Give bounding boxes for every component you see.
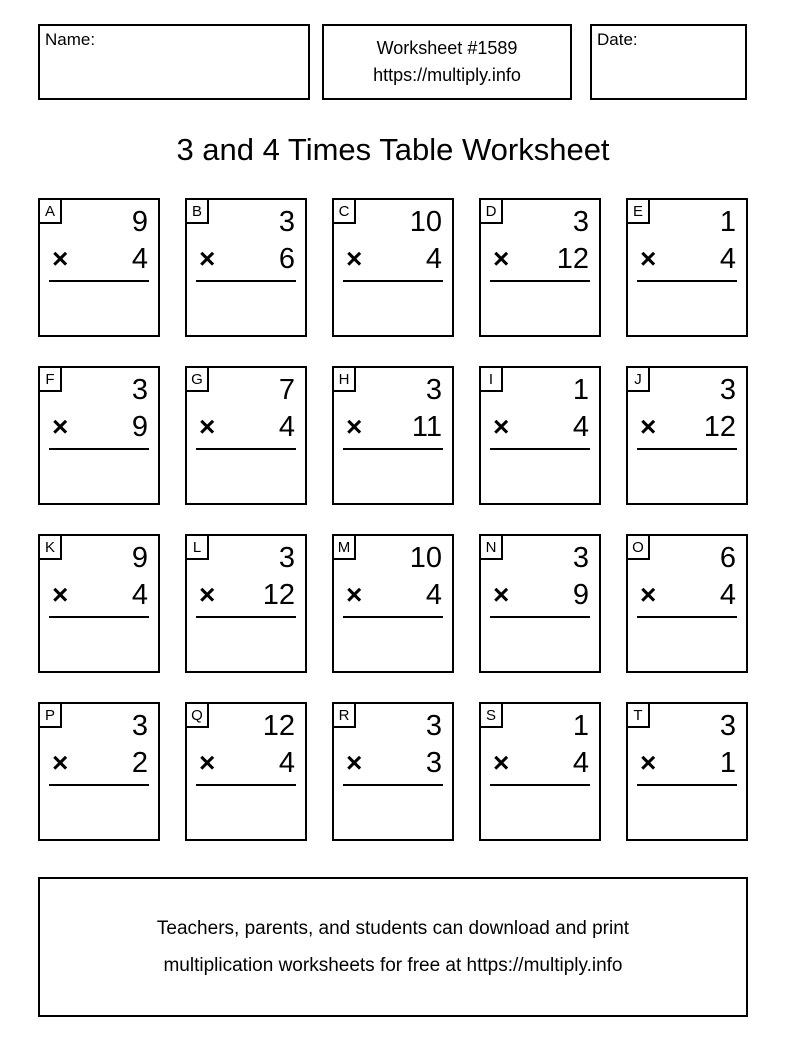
problem-label: M: [332, 534, 356, 560]
multiplier: 4: [131, 243, 148, 275]
worksheet-url: https://multiply.info: [373, 65, 521, 85]
problem-label: N: [479, 534, 503, 560]
multiplier-row: [187, 580, 305, 610]
problem-card-q: [185, 702, 307, 841]
multiplier-row: [334, 244, 452, 274]
date-label: Date:: [597, 30, 638, 49]
answer-space: [481, 282, 599, 322]
multiplicand: 3: [425, 710, 442, 742]
multiplier-row: [628, 580, 746, 610]
multiply-icon: ×: [640, 411, 657, 442]
problems-grid: [38, 198, 786, 841]
problem-label: F: [38, 366, 62, 392]
multiplicand: 6: [719, 542, 736, 574]
multiplicand: 10: [409, 542, 442, 574]
multiply-icon: ×: [199, 411, 216, 442]
multiplicand: 3: [131, 374, 148, 406]
problem-card-e: [626, 198, 748, 337]
multiplier-row: [187, 244, 305, 274]
multiplicand: 1: [572, 710, 589, 742]
multiply-icon: ×: [52, 243, 69, 274]
answer-space: [187, 282, 305, 322]
answer-space: [334, 282, 452, 322]
answer-space: [187, 450, 305, 490]
problem-card-h: [332, 366, 454, 505]
answer-space: [628, 282, 746, 322]
answer-space: [334, 450, 452, 490]
problem-label: O: [626, 534, 650, 560]
problem-card-s: [479, 702, 601, 841]
problem-card-i: [479, 366, 601, 505]
answer-space: [40, 282, 158, 322]
multiplier-row: [187, 412, 305, 442]
multiplier: 9: [131, 411, 148, 443]
multiply-icon: ×: [346, 747, 363, 778]
footer-line-2: multiplication worksheets for free at https://multiply.info: [163, 955, 623, 976]
answer-space: [481, 786, 599, 826]
multiply-icon: ×: [346, 411, 363, 442]
multiply-icon: ×: [52, 747, 69, 778]
multiplier: 11: [411, 411, 442, 443]
problem-label: B: [185, 198, 209, 224]
problem-card-t: [626, 702, 748, 841]
answer-space: [40, 618, 158, 658]
answer-space: [481, 618, 599, 658]
worksheet-info-box: [322, 24, 572, 100]
multiplicand: 9: [131, 542, 148, 574]
footer-line-1: Teachers, parents, and students can download and print: [156, 918, 630, 939]
answer-space: [334, 618, 452, 658]
multiplier: 4: [278, 411, 295, 443]
multiplier-row: [40, 244, 158, 274]
problem-label: K: [38, 534, 62, 560]
multiplicand: 3: [278, 542, 295, 574]
multiplier: 9: [572, 579, 589, 611]
multiply-icon: ×: [199, 579, 216, 610]
multiplier: 4: [719, 243, 736, 275]
multiplier: 12: [556, 243, 589, 275]
multiplier-row: [481, 748, 599, 778]
multiplier-row: [40, 580, 158, 610]
multiplier: 1: [719, 747, 736, 779]
problem-card-p: [38, 702, 160, 841]
multiplicand: 9: [131, 206, 148, 238]
multiplier: 4: [278, 747, 295, 779]
multiplier-row: [334, 580, 452, 610]
problem-label: D: [479, 198, 503, 224]
problem-card-m: [332, 534, 454, 673]
multiplier: 12: [703, 411, 736, 443]
multiply-icon: ×: [640, 747, 657, 778]
multiplier: 4: [425, 243, 442, 275]
header: [0, 0, 786, 100]
problem-card-n: [479, 534, 601, 673]
problem-label: Q: [185, 702, 209, 728]
multiplicand: 3: [719, 374, 736, 406]
problem-label: L: [185, 534, 209, 560]
problem-label: S: [479, 702, 503, 728]
answer-space: [40, 786, 158, 826]
page-title: 3 and 4 Times Table Worksheet: [176, 132, 610, 167]
multiplier: 12: [262, 579, 295, 611]
problem-card-k: [38, 534, 160, 673]
answer-space: [481, 450, 599, 490]
multiplicand: 3: [719, 710, 736, 742]
problem-card-l: [185, 534, 307, 673]
multiplier: 4: [719, 579, 736, 611]
multiplier-row: [334, 412, 452, 442]
multiplier-row: [334, 748, 452, 778]
problem-label: J: [626, 366, 650, 392]
multiplicand: 3: [278, 206, 295, 238]
problem-label: R: [332, 702, 356, 728]
multiplier-row: [628, 748, 746, 778]
multiplicand: 3: [425, 374, 442, 406]
multiply-icon: ×: [640, 579, 657, 610]
multiplier: 4: [572, 411, 589, 443]
problem-label: P: [38, 702, 62, 728]
multiplicand: 3: [131, 710, 148, 742]
multiply-icon: ×: [52, 579, 69, 610]
multiplicand: 3: [572, 206, 589, 238]
problem-label: T: [626, 702, 650, 728]
problem-card-b: [185, 198, 307, 337]
answer-space: [187, 618, 305, 658]
footer-box: [38, 877, 748, 1017]
problem-card-o: [626, 534, 748, 673]
multiplier: 4: [425, 579, 442, 611]
problem-card-d: [479, 198, 601, 337]
problem-card-j: [626, 366, 748, 505]
multiplier-row: [40, 748, 158, 778]
multiply-icon: ×: [346, 243, 363, 274]
multiply-icon: ×: [199, 747, 216, 778]
problem-label: G: [185, 366, 209, 392]
multiply-icon: ×: [493, 579, 510, 610]
multiplier: 4: [572, 747, 589, 779]
problem-label: H: [332, 366, 356, 392]
answer-space: [628, 786, 746, 826]
answer-space: [40, 450, 158, 490]
problem-card-c: [332, 198, 454, 337]
answer-space: [334, 786, 452, 826]
answer-space: [628, 450, 746, 490]
multiplier-row: [628, 412, 746, 442]
multiplicand: 7: [278, 374, 295, 406]
multiplicand: 1: [572, 374, 589, 406]
multiply-icon: ×: [52, 411, 69, 442]
multiplicand: 12: [262, 710, 295, 742]
problem-card-f: [38, 366, 160, 505]
multiplier: 6: [278, 243, 295, 275]
multiply-icon: ×: [493, 243, 510, 274]
name-box: [38, 24, 310, 100]
multiplicand: 10: [409, 206, 442, 238]
problem-label: I: [479, 366, 503, 392]
problem-card-a: [38, 198, 160, 337]
answer-space: [628, 618, 746, 658]
problem-card-g: [185, 366, 307, 505]
problem-label: C: [332, 198, 356, 224]
problem-card-r: [332, 702, 454, 841]
worksheet-number: Worksheet #1589: [376, 38, 518, 58]
multiply-icon: ×: [493, 411, 510, 442]
multiplier-row: [187, 748, 305, 778]
multiplier-row: [481, 244, 599, 274]
multiplier: 3: [425, 747, 442, 779]
multiply-icon: ×: [346, 579, 363, 610]
multiplier: 2: [131, 747, 148, 779]
name-label: Name:: [45, 30, 96, 49]
multiplier-row: [40, 412, 158, 442]
multiplicand: 1: [719, 206, 736, 238]
multiplier-row: [628, 244, 746, 274]
multiplier: 4: [131, 579, 148, 611]
multiplicand: 3: [572, 542, 589, 574]
multiplier-row: [481, 412, 599, 442]
multiplier-row: [481, 580, 599, 610]
problem-label: E: [626, 198, 650, 224]
multiply-icon: ×: [493, 747, 510, 778]
date-box: [590, 24, 747, 100]
multiply-icon: ×: [640, 243, 657, 274]
problem-label: A: [38, 198, 62, 224]
answer-space: [187, 786, 305, 826]
multiply-icon: ×: [199, 243, 216, 274]
